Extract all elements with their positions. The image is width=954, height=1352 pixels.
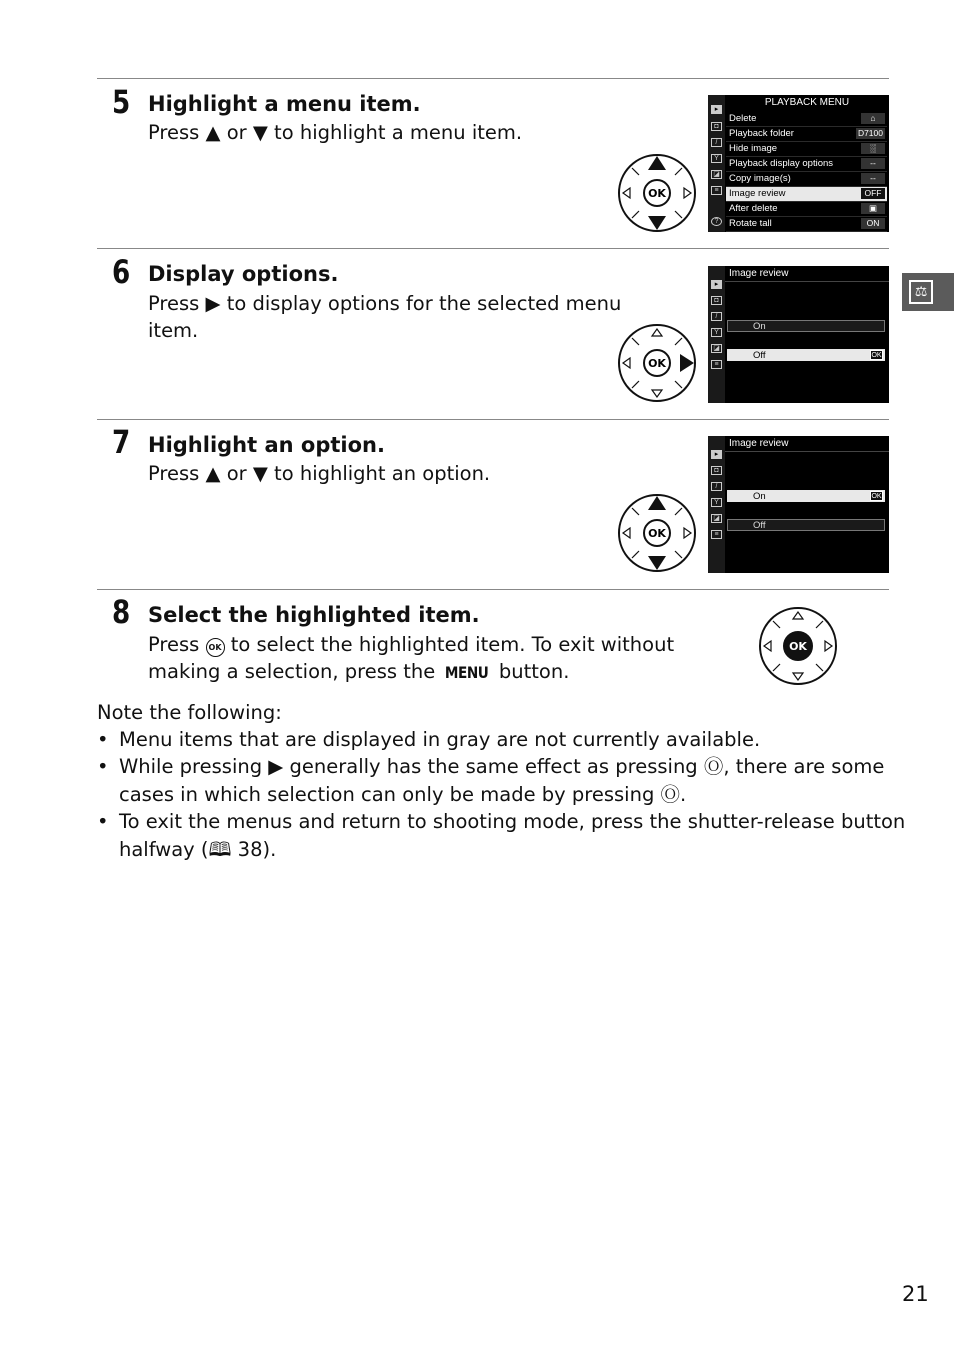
- page-number: 21: [902, 1282, 929, 1306]
- screen-header: Image review: [729, 268, 789, 279]
- bullet-line: Menu items that are displayed in gray are not currently available.: [119, 728, 761, 751]
- multi-selector-ok-icon: [758, 606, 838, 686]
- step-body: [148, 119, 522, 146]
- option-on-selected: On OK: [727, 490, 885, 502]
- step-number: 8: [112, 593, 131, 631]
- pencil-tab-icon: /: [711, 138, 722, 147]
- step-number: 7: [112, 423, 131, 461]
- step-body: [148, 460, 490, 487]
- camera-tab-icon: ◘: [711, 466, 722, 475]
- menu-tab-column: [708, 266, 725, 403]
- camera-tab-icon: ◘: [711, 122, 722, 131]
- after-delete-icon: ▣: [861, 203, 885, 214]
- playback-tab-icon: ▸: [711, 105, 722, 114]
- delete-icon: ⌂: [861, 113, 885, 124]
- menu-row: Hide image ░: [726, 142, 887, 157]
- step-body: [148, 631, 674, 686]
- ok-badge: OK: [871, 493, 882, 500]
- step-body-line: Press ▶ to display options for the selected menu: [148, 292, 622, 315]
- option-off-selected: Off OK: [727, 349, 885, 361]
- menu-tab-column: [708, 95, 725, 232]
- multi-selector-right-icon: [617, 323, 697, 403]
- my-menu-tab-icon: ≡: [711, 186, 722, 195]
- playback-tab-icon: ▸: [711, 280, 722, 289]
- menu-row-selected: Image review OFF: [726, 187, 887, 202]
- menu-row: Rotate tall ON: [726, 217, 887, 232]
- camera-tab-icon: ◘: [711, 296, 722, 305]
- wrench-tab-icon: Y: [711, 154, 722, 163]
- step-body-line: Press OK to select the highlighted item. To exit without: [148, 633, 675, 656]
- ok-label: OK: [648, 527, 666, 540]
- step-body-line: Press ▲ or ▼ to highlight an option.: [148, 462, 491, 485]
- hide-image-icon: ░: [861, 143, 885, 154]
- screen-header: PLAYBACK MENU: [764, 97, 850, 108]
- my-menu-tab-icon: ≡: [711, 360, 722, 369]
- ok-label: OK: [648, 187, 666, 200]
- ok-button-icon: OK: [206, 638, 225, 657]
- step-body-line: making a selection, press the MENU button.: [148, 658, 674, 686]
- retouch-tab-icon: ◪: [711, 514, 722, 523]
- pencil-tab-icon: /: [711, 482, 722, 491]
- step-title: Select the highlighted item.: [148, 603, 480, 627]
- ok-label: OK: [648, 357, 666, 370]
- divider: [97, 589, 889, 590]
- multi-selector-up-down-icon: [617, 493, 697, 573]
- retouch-tab-icon: ◪: [711, 170, 722, 179]
- bullet-line: halfway (🕮 38).: [119, 837, 277, 861]
- step-body: [148, 290, 621, 344]
- step-title: Display options.: [148, 262, 339, 286]
- step-title: Highlight an option.: [148, 433, 385, 457]
- bullet-line: To exit the menus and return to shooting mode, press the shutter-release button: [119, 810, 906, 833]
- weathervane-icon: ⚖: [909, 280, 933, 304]
- divider: [97, 248, 889, 249]
- list-item: [97, 808, 906, 863]
- multi-selector-up-down-icon: [617, 153, 697, 233]
- pencil-tab-icon: /: [711, 312, 722, 321]
- list-item: [97, 726, 887, 753]
- bullet-dot: •: [97, 755, 109, 778]
- bullet-dot: •: [97, 810, 109, 833]
- image-review-screen: [708, 436, 889, 573]
- bullet-line: While pressing ▶ generally has the same effect as pressing Ⓞ, there are some: [119, 755, 885, 778]
- option-on: On: [727, 320, 885, 332]
- menu-row: Playback display options --: [726, 157, 887, 172]
- menu-row: Playback folder D7100: [726, 127, 887, 142]
- bullet-line: cases in which selection can only be made by pressing Ⓞ.: [119, 782, 687, 806]
- chapter-tab: [902, 273, 954, 311]
- playback-menu-screen: [708, 95, 889, 232]
- divider: [97, 419, 889, 420]
- menu-button-icon: MENU: [445, 663, 489, 682]
- menu-row: After delete ▣: [726, 202, 887, 217]
- playback-tab-icon: ▸: [711, 450, 722, 459]
- divider: [97, 78, 889, 79]
- menu-row: Copy image(s) --: [726, 172, 887, 187]
- step-body-line: Press ▲ or ▼ to highlight a menu item.: [148, 121, 523, 144]
- wrench-tab-icon: Y: [711, 498, 722, 507]
- retouch-tab-icon: ◪: [711, 344, 722, 353]
- screen-header: Image review: [729, 438, 789, 449]
- help-icon: ?: [711, 217, 722, 226]
- menu-row: Delete ⌂: [726, 112, 887, 127]
- notes-intro: Note the following:: [97, 701, 282, 724]
- list-item: [97, 753, 887, 808]
- bullet-dot: •: [97, 728, 109, 751]
- option-off: Off: [727, 519, 885, 531]
- menu-tab-column: [708, 436, 725, 573]
- ok-label: OK: [789, 640, 807, 653]
- ok-badge: OK: [871, 352, 882, 359]
- image-review-screen: [708, 266, 889, 403]
- step-number: 6: [112, 253, 131, 291]
- step-number: 5: [112, 83, 131, 121]
- step-title: Highlight a menu item.: [148, 92, 421, 116]
- wrench-tab-icon: Y: [711, 328, 722, 337]
- step-body-line: item.: [148, 319, 199, 342]
- my-menu-tab-icon: ≡: [711, 530, 722, 539]
